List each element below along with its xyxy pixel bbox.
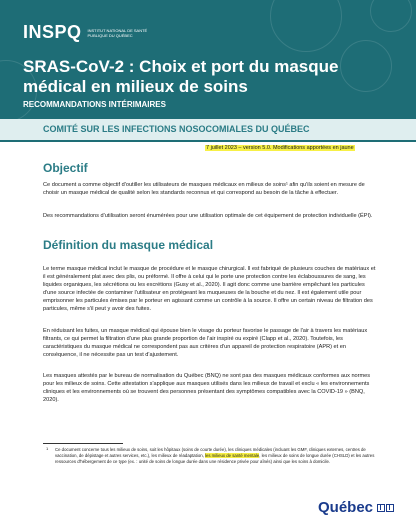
document-title: SRAS-CoV-2 : Choix et port du masque médical en milieux de soins <box>23 57 339 96</box>
inspq-logo <box>23 22 148 43</box>
paragraph: Des recommandations d'utilisation seront énumérées pour une utilisation optimale de cet équipement de protection individuelle (ÉPI). <box>43 213 373 219</box>
footnote <box>55 447 380 465</box>
paragraph: Le terme masque médical inclut le masque de procédure et le masque chirurgical. Il est fabriqué de plusieurs couches de matériaux et il est généralement plat avec des plis, ou préformé. Il offre à celui qui le porte une protection contre les éclaboussures de sang, les liquides organiques, les sécrétions ou les excrétions (Gusy et al., 2020). Il agit donc comme une barrière empêchant les particules d'une source infectée de contaminer l'utilisateur en protégeant les muqueuses de la bouche et du nez. Il est également utile pour emprisonner les particules émises par le porteur en agissant comme un contrôle à la source. Il offre un certain niveau de filtration des particules, même s'il peut y avoir des fuites. <box>43 266 376 312</box>
footnote-divider <box>43 443 123 444</box>
virus-decoration <box>370 0 412 32</box>
footnote-text-end: , les milieux de soins de longue durée (CHSLD) et les autres ressources d'hébergement de ce type (ex. : unité de soins de longue durée dans une résidence privée pour aînés) ainsi que les soins à domicile. <box>55 453 375 464</box>
footnote-text: Ce document concerne tous les milieux de soins, soit les hôpitaux (soins de courte durée), les cliniques médicales (incluant les GMF, cliniques externes, centres de vaccination, de dépistage et autres services, etc.), les milieux de réadaptation, <box>55 447 366 458</box>
paragraph: Ce document a comme objectif d'outiller les utilisateurs de masques médicaux en milieux de soins¹ afin qu'ils soient en mesure de choisir un masque médical de qualité selon les standards reconnus et qui correspond au besoin de la tâche à effectuer. <box>43 182 365 196</box>
section-heading-objectif: Objectif <box>43 161 88 175</box>
committee-name: COMITÉ SUR LES INFECTIONS NOSOCOMIALES DU QUÉBEC <box>43 124 310 134</box>
virus-decoration <box>270 0 342 52</box>
footnote-highlight: les milieux de santé mentale <box>205 453 260 458</box>
logo-subtitle: INSTITUT NATIONAL DE SANTÉ PUBLIQUE DU QUÉBEC <box>87 27 148 38</box>
paragraph: Les masques attestés par le bureau de normalisation du Québec (BNQ) ne sont pas des masques médicaux conformes aux normes pour les milieux de soins. Cette attestation s'applique aux masques utilisés dans les milieux de travail et exclu « les environnements cliniques et les environnements où se trouvent des personnes présentant des symptômes compatibles avec la COVID-19 » (BNQ, 2020). <box>43 373 371 403</box>
version-date: 7 juillet 2023 – version 5.0. Modifications apportées en jaune <box>206 145 354 151</box>
document-subtitle: RECOMMANDATIONS INTÉRIMAIRES <box>23 100 166 109</box>
logo-text: INSPQ <box>23 22 82 42</box>
section-heading-definition: Définition du masque médical <box>43 238 214 252</box>
paragraph: En réduisant les fuites, un masque médical qui épouse bien le visage du porteur favorise le passage de l'air à travers les matériaux filtrants, ce qui permet la filtration d'une plus grande proportion de l'air inspiré ou expiré (Clapp et al., 2020). Toutefois, les caractéristiques du masque médical ne correspondent pas aux critères d'un appareil de protection respiratoire (APR) et en conséquence, il ne nécessite pas un test d'ajustement. <box>43 328 368 358</box>
quebec-logo <box>318 499 394 516</box>
fleur-de-lis-icon <box>376 504 394 512</box>
quebec-wordmark: Québec <box>318 499 374 516</box>
footnote-marker: 1 <box>46 446 49 451</box>
